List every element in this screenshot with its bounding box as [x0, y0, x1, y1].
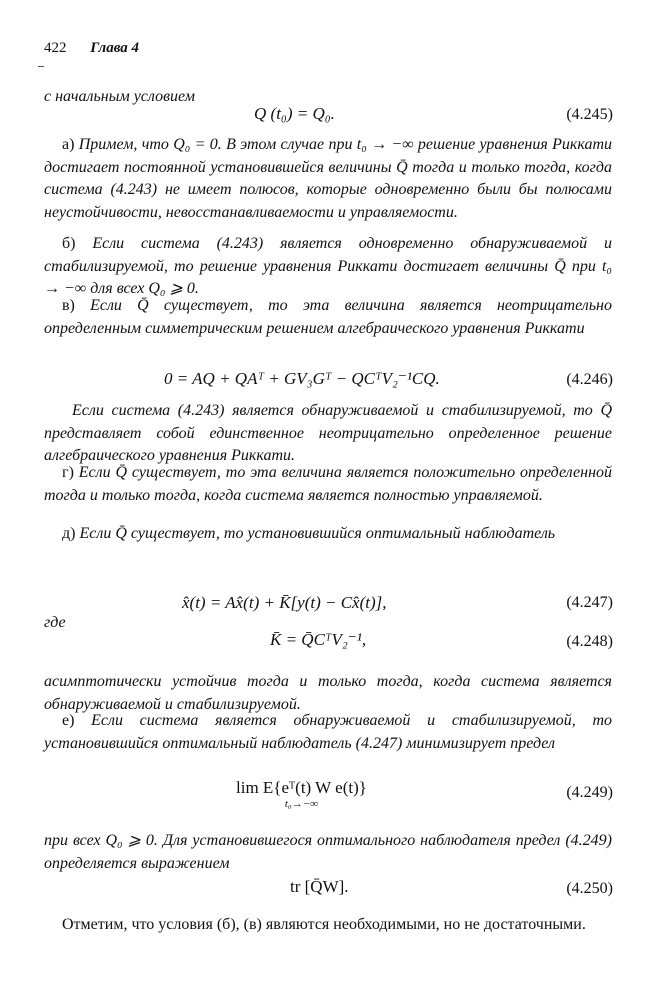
- equation-number: (4.246): [566, 371, 613, 388]
- paragraph-f-cont: при всех Q₀ ⩾ 0. Для установившегося оптимального наблюдателя предел (4.249) определяется выражением: [44, 832, 612, 872]
- limit-expression: lim E{eᵀ(t) W e(t)}: [236, 778, 367, 797]
- paragraph-c: [44, 295, 612, 340]
- paragraph-text: Если Q̄ существует, то эта величина является неотрицательно определенным симметрическим решением алгебраического уравнения Риккати: [44, 297, 612, 337]
- equation-number: (4.249): [566, 784, 613, 801]
- item-label: в): [62, 297, 75, 314]
- page-number: 422: [44, 40, 67, 56]
- equation-4-246: 0 = AQ + QAᵀ + GV₃Gᵀ − QCᵀV₂⁻¹CQ.: [164, 369, 440, 388]
- chapter-title: Глава 4: [90, 40, 140, 56]
- equation-4-249: [236, 778, 367, 810]
- paragraph-closing-note: Отметим, что условия (б), (в) являются необходимыми, но не достаточными.: [62, 916, 586, 933]
- equation-4-248: K̄ = Q̄CᵀV₂⁻¹,: [270, 630, 367, 649]
- header-mark: [38, 66, 44, 67]
- item-label: г): [62, 464, 74, 481]
- equation-number: (4.248): [566, 633, 613, 650]
- equation-4-247: x̂(t) = Ax̂(t) + K̄[y(t) − Cx̂(t)],: [182, 593, 387, 612]
- paragraph-initial-condition: с начальным условием: [44, 88, 195, 105]
- limit-operator: [236, 778, 367, 810]
- page-header: [44, 40, 139, 57]
- paragraph-text: Если Q̄ существует, то эта величина является положительно определенной тогда и только тогда, когда система является полностью управляемой.: [44, 464, 612, 504]
- equation-4-250: tr [Q̄W].: [290, 877, 349, 896]
- paragraph-text: Примем, что Q₀ = 0. В этом случае при t₀ → −∞ решение уравнения Риккати достигает постоянной установившейся величины Q̄ тогда и только тогда, когда система (4.243) не имеет полюсов, которые одновременно были бы полюсами неустойчивости, невосстанавливаемости и управляемости.: [44, 136, 612, 221]
- paragraph-f: [44, 710, 612, 755]
- equation-4-245: Q (t₀) = Q₀.: [254, 104, 335, 123]
- paragraph-d: [44, 462, 612, 507]
- paragraph-text: Если система (4.243) является одновременно обнаруживаемой и стабилизируемой, то решение уравнения Риккати достигает величины Q̄ при t₀ → −∞ для всех Q₀ ⩾ 0.: [44, 235, 612, 297]
- paragraph-c-cont: Если система (4.243) является обнаруживаемой и стабилизируемой, то Q̄ представляет собой единственное неотрицательно определенное решение алгебраического уравнения Риккати.: [44, 402, 612, 464]
- item-label: е): [62, 712, 75, 729]
- paragraph-a: [44, 134, 612, 224]
- item-label: б): [62, 235, 76, 252]
- paragraph-e-cont: асимптотически устойчив тогда и только тогда, когда система является обнаруживаемой и стабилизируемой.: [44, 673, 612, 713]
- where-label: где: [44, 614, 66, 631]
- equation-number: (4.245): [566, 106, 613, 123]
- equation-number: (4.250): [566, 880, 613, 897]
- paragraph-e: [44, 523, 612, 546]
- equation-number: (4.247): [566, 594, 613, 611]
- limit-subscript: t₀→−∞: [284, 798, 319, 810]
- paragraph-text: Если Q̄ существует, то установившийся оптимальный наблюдатель: [75, 525, 556, 542]
- item-label: д): [62, 525, 76, 542]
- item-label: а): [62, 136, 75, 153]
- paragraph-b: [44, 233, 612, 301]
- paragraph-text: Если система является обнаруживаемой и стабилизируемой, то установившийся оптимальный наблюдатель (4.247) минимизирует предел: [44, 712, 612, 752]
